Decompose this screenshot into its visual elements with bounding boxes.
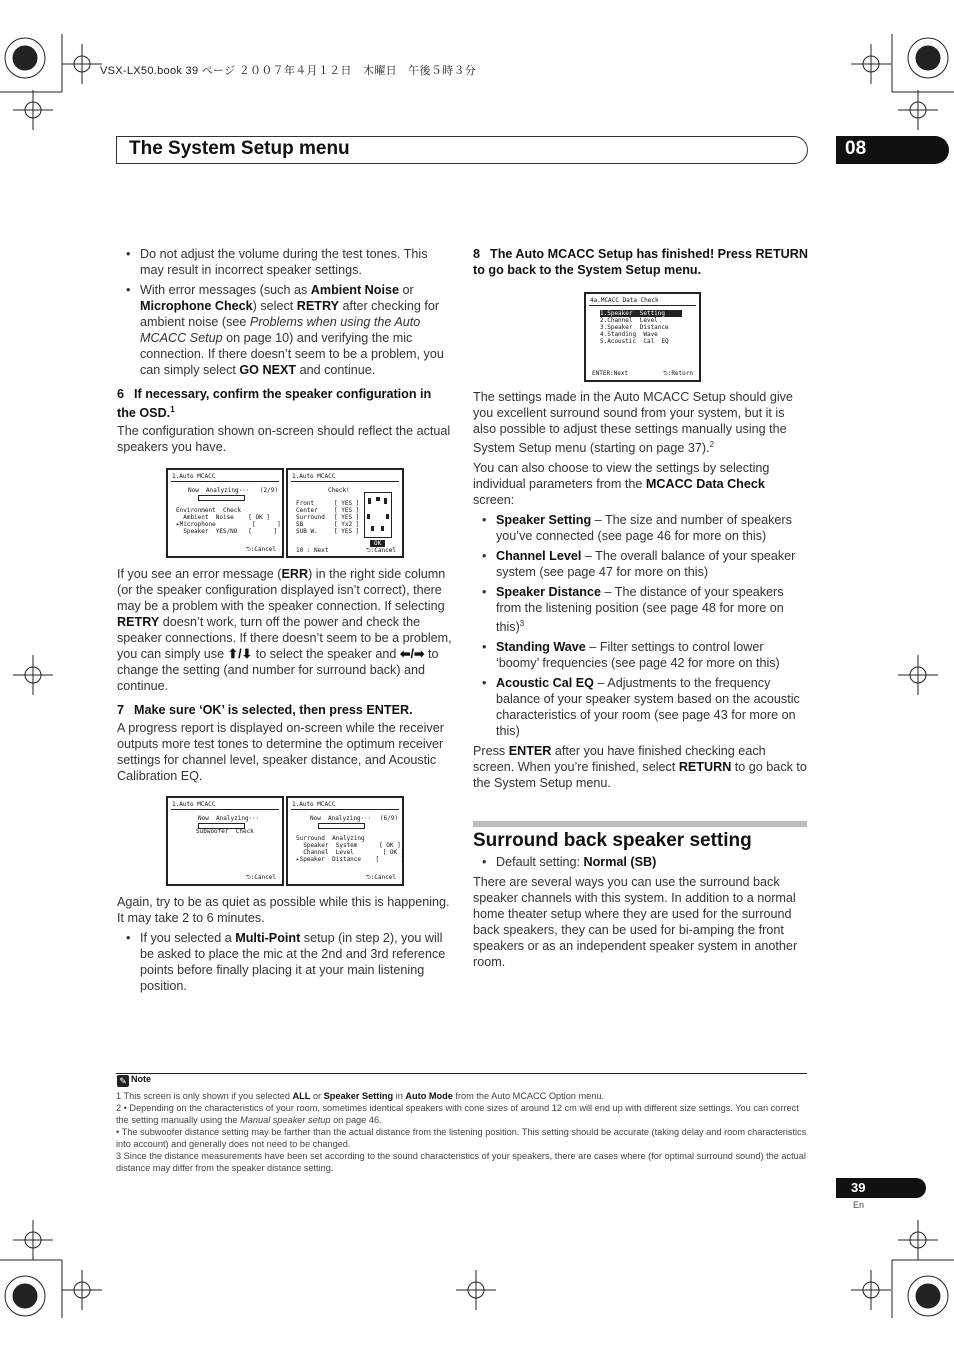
paragraph-settings: The settings made in the Auto MCACC Setup should give you excellent surround sound from your system, but it is also possible to adjust these settings manually using the System Setup menu (starting on page 37).$^2$ xyxy=(473,390,793,456)
right-column-3 xyxy=(473,854,808,974)
osd-screen-speaker-check: 1.Auto MCACC Check! Front Center Surround SB SUB W. [ YES ] [ YES ] [ YES ] [ Yx2 ] [ YES ] OK 10 : Next ⮌:Cancel xyxy=(286,468,404,558)
bullet-volume-warning: • Do not adjust the volume during the test tones. This may result in incorrect speaker settings. xyxy=(117,246,452,278)
paragraph-progress: A progress report is displayed on-screen while the receiver outputs more test tones to determine the optimum receiver settings for channel level, speaker distance, and Acoustic Calibration EQ. xyxy=(117,721,444,783)
step-6-heading: 6 If necessary, confirm the speaker configuration in the OSD.$^1$ xyxy=(117,387,432,421)
footnote-1: 1 This screen is only shown if you selected ALL or Speaker Setting in Auto Mode from the Auto MCACC Option menu. xyxy=(116,1091,605,1101)
up-down-arrow-icon: ⬆/⬇ xyxy=(227,647,253,661)
language-label: En xyxy=(853,1200,865,1210)
note-icon: ✎ xyxy=(117,1075,129,1087)
bullet-error-messages: • With error messages (such as Ambient Noise or Microphone Check) select RETRY after checking for ambient noise (see Problems when using the Auto MCACC Setup on page 10) and verifying the mic connection. If there doesn’t seem to be a problem, you can simply select GO NEXT and continue. xyxy=(117,282,452,378)
default-setting: • Default setting: Normal (SB) xyxy=(473,854,808,870)
osd-screen-environment-check: 1.Auto MCACC Now Analyzing··· (2/9) Environment Check Ambient Noise [ OK ] ▸Microphone [ ] Speaker YES/NO [ ] ⮌:Cancel xyxy=(166,468,284,558)
list-item-channel-level: • Channel Level – The overall balance of your speaker system (see page 47 for more on this) xyxy=(473,548,808,580)
step-7-heading: 7 Make sure ‘OK’ is selected, then press ENTER. xyxy=(117,703,413,717)
left-column-2 xyxy=(117,566,452,788)
paragraph-view-settings: You can also choose to view the settings by selecting individual parameters from the MCACC Data Check screen: xyxy=(473,461,770,508)
section-divider xyxy=(473,821,807,827)
file-info-line: VSX-LX50.book 39 ページ ２００７年４月１２日 木曜日 午後５時３分 xyxy=(100,65,477,77)
footnote-3: 3 Since the distance measurements have been set according to the sound characteristics of your speakers, there are cases where (for optimal surround sound) the actual distance may differ from the speaker distance setting. xyxy=(116,1151,806,1173)
left-right-arrow-icon: ⬅/➡ xyxy=(399,647,425,661)
progress-bar xyxy=(198,495,245,501)
list-item-speaker-setting: • Speaker Setting – The size and number of speakers you’ve connected (see page 46 for more on this) xyxy=(473,512,808,544)
chapter-number-tab xyxy=(836,136,949,164)
paragraph-config: The configuration shown on-screen should reflect the actual speakers you have. xyxy=(117,424,451,455)
page-title: The System Setup menu xyxy=(129,138,350,159)
page-number: 39 xyxy=(851,1180,866,1195)
osd-screen-surround-analyzing: 1.Auto MCACC Now Analyzing··· (6/9) Surround Analyzing Speaker System [ OK ] Channel Level [ OK ] ▸Speaker Distance [ ] ⮌:Cancel xyxy=(286,796,404,886)
speaker-layout-icon xyxy=(364,492,392,538)
bullet-multipoint: • If you selected a Multi-Point setup (in step 2), you will be asked to place the mic at the 2nd and 3rd reference points before finally placing it at your main listening position. xyxy=(117,930,452,994)
left-column xyxy=(117,246,452,459)
right-column-2 xyxy=(473,389,808,795)
page-number-tab xyxy=(836,1178,926,1198)
list-item-speaker-distance: • Speaker Distance – The distance of your speakers from the listening position (see page 48 for more on this)$^3$ xyxy=(473,584,808,635)
chapter-number: 08 xyxy=(845,138,867,159)
ok-button: OK xyxy=(370,540,385,547)
section-title: Surround back speaker setting xyxy=(473,830,752,851)
left-column-3 xyxy=(117,894,452,998)
paragraph-surround-back: There are several ways you can use the surround back speaker channels with this system. In addition to a normal home theater setup where they are used for the surround back speakers, they can be used for bi-amping the front speakers or as an independent speaker system in another room. xyxy=(473,875,798,969)
note-label: Note xyxy=(131,1074,151,1084)
chapter-title-bar xyxy=(116,136,808,164)
footnotes xyxy=(116,1090,808,1174)
note-divider xyxy=(116,1073,807,1074)
footnote-2b: • The subwoofer distance setting may be farther than the actual distance from the listening position. This setting should be accurate (taking delay and room characteristics into account) and generally does not need to be changed. xyxy=(116,1127,807,1149)
list-item-acoustic-cal-eq: • Acoustic Cal EQ – Adjustments to the frequency balance of your speaker system based on the acoustic characteristics of your room (see page 43 for more on this) xyxy=(473,675,808,739)
paragraph-press-enter: Press ENTER after you have finished checking each screen. When you’re finished, select RETURN to go back to the System Setup menu. xyxy=(473,744,807,791)
list-item-standing-wave: • Standing Wave – Filter settings to control lower ‘boomy’ frequencies (see page 42 for more on this) xyxy=(473,639,808,671)
paragraph-error: If you see an error message (ERR) in the right side column (or the speaker configuration displayed isn’t correct), there may be a problem with the speaker connection. If selecting RETRY doesn’t work, turn off the power and check the speaker connections. If there doesn’t seem to be a problem, you can simply use ⬆/⬇ to select the speaker and ⬅/➡ to change the setting (and number for surround back) and continue. xyxy=(117,567,452,693)
menu-item-selected: 1.Speaker Setting xyxy=(600,310,682,317)
osd-screen-subwoofer-check: 1.Auto MCACC Now Analyzing··· Subwoofer Check ⮌:Cancel xyxy=(166,796,284,886)
paragraph-quiet: Again, try to be as quiet as possible while this is happening. It may take 2 to 6 minutes. xyxy=(117,895,450,925)
footnote-2: 2 • Depending on the characteristics of your room, sometimes identical speakers with cone sizes of around 12 cm will end up with different size settings. You can correct the setting manually using the Manual speaker setup on page 46. xyxy=(116,1103,799,1125)
right-column xyxy=(473,246,808,280)
progress-bar xyxy=(318,823,365,829)
step-8-heading: 8 The Auto MCACC Setup has finished! Press RETURN to go back to the System Setup menu. xyxy=(473,247,808,277)
osd-screen-mcacc-data-check: 4a.MCACC Data Check 1.Speaker Setting 2.Channel Level 3.Speaker Distance 4.Standing Wave 5.Acoustic Cal EQ ENTER:Next ⮌:Return xyxy=(584,292,701,382)
